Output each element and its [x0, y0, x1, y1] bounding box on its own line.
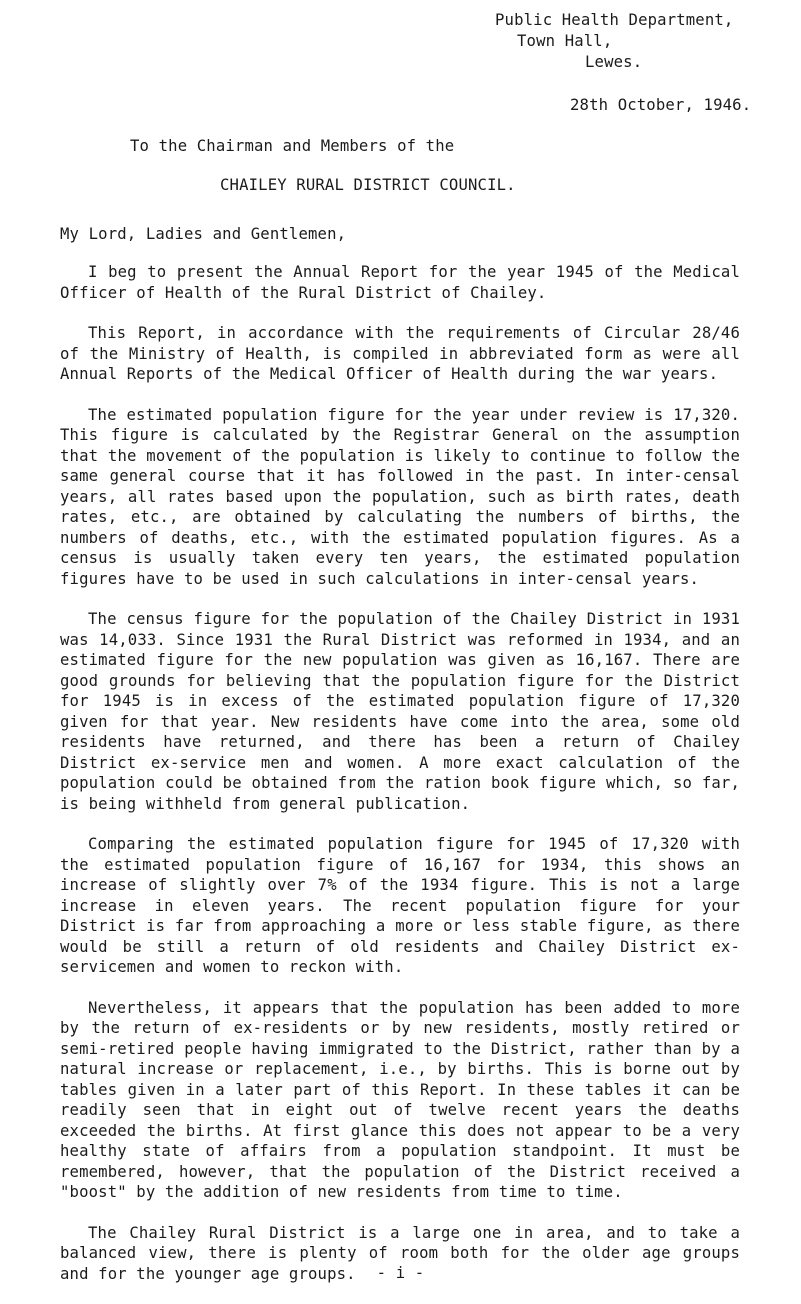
addressee-line: To the Chairman and Members of the	[130, 137, 455, 155]
salutation: My Lord, Ladies and Gentlemen,	[60, 225, 347, 243]
paragraph-circular: This Report, in accordance with the requirements of Circular 28/46 of the Ministry of Health, is compiled in abbreviated form as were all Annual Reports of the Medical Officer of Health during the war years.	[60, 324, 740, 383]
letter-body	[60, 262, 740, 1304]
letter-date: 28th October, 1946.	[570, 96, 752, 114]
page-number: - i -	[376, 1264, 425, 1282]
sender-address	[495, 10, 795, 73]
paragraph-estimated-population: The estimated population figure for the year under review is 17,320. This figure is calculated by the Registrar General on the assumption that the movement of the population is likely to continue to follow the same general course that it has followed in the past. In inter-censal years, all rates based upon the population, such as birth rates, death rates, etc., are obtained by calculating the numbers of births, the numbers of deaths, etc., with the estimated population figures. As a census is usually taken every ten years, the estimated population figures have to be used in such calculations in inter-censal years.	[60, 405, 740, 588]
addressee-council: CHAILEY RURAL DISTRICT COUNCIL.	[220, 176, 516, 194]
address-line-town: Lewes.	[585, 53, 643, 71]
paragraph-comparison: Comparing the estimated population figure for 1945 of 17,320 with the estimated population figure of 16,167 for 1934, this shows an increase of slightly over 7% of the 1934 figure. This is not a large increase in eleven years. The recent population figure for your District is far from approaching a more or less stable figure, as there would be still a return of old residents and Chailey District ex-servicemen and women to reckon with.	[60, 835, 740, 976]
address-line-department: Public Health Department,	[495, 11, 734, 29]
paragraph-population-growth: Nevertheless, it appears that the population has been added to more by the return of ex-residents or by new residents, mostly retired or semi-retired people having immigrated to the District, rather than by a natural increase or replacement, i.e., by births. This is borne out by tables given in a later part of this Report. In these tables it can be readily seen that in eight out of twelve recent years the deaths exceeded the births. At first glance this does not appear to be a very healthy state of affairs from a population standpoint. It must be remembered, however, that the population of the District received a "boost" by the addition of new residents from time to time.	[60, 998, 740, 1201]
paragraph-census-figure: The census figure for the population of the Chailey District in 1931 was 14,033. Since 1931 the Rural District was reformed in 1934, and an estimated figure for the new population was given as 16,167. There are good grounds for believing that the population figure for the District for 1945 is in excess of the estimated population figure of 17,320 given for that year. New residents have come into the area, some old residents have returned, and there has been a return of Chailey District ex-service men and women. A more exact calculation of the population could be obtained from the ration book figure which, so far, is being withheld from general publication.	[60, 610, 740, 813]
address-line-building: Town Hall,	[517, 32, 613, 50]
paragraph-district-area: The Chailey Rural District is a large one in area, and to take a balanced view, there is plenty of room both for the older age groups and for the younger age groups.	[60, 1223, 740, 1283]
paragraph-intro: I beg to present the Annual Report for the year 1945 of the Medical Officer of Health of the Rural District of Chailey.	[60, 263, 740, 302]
